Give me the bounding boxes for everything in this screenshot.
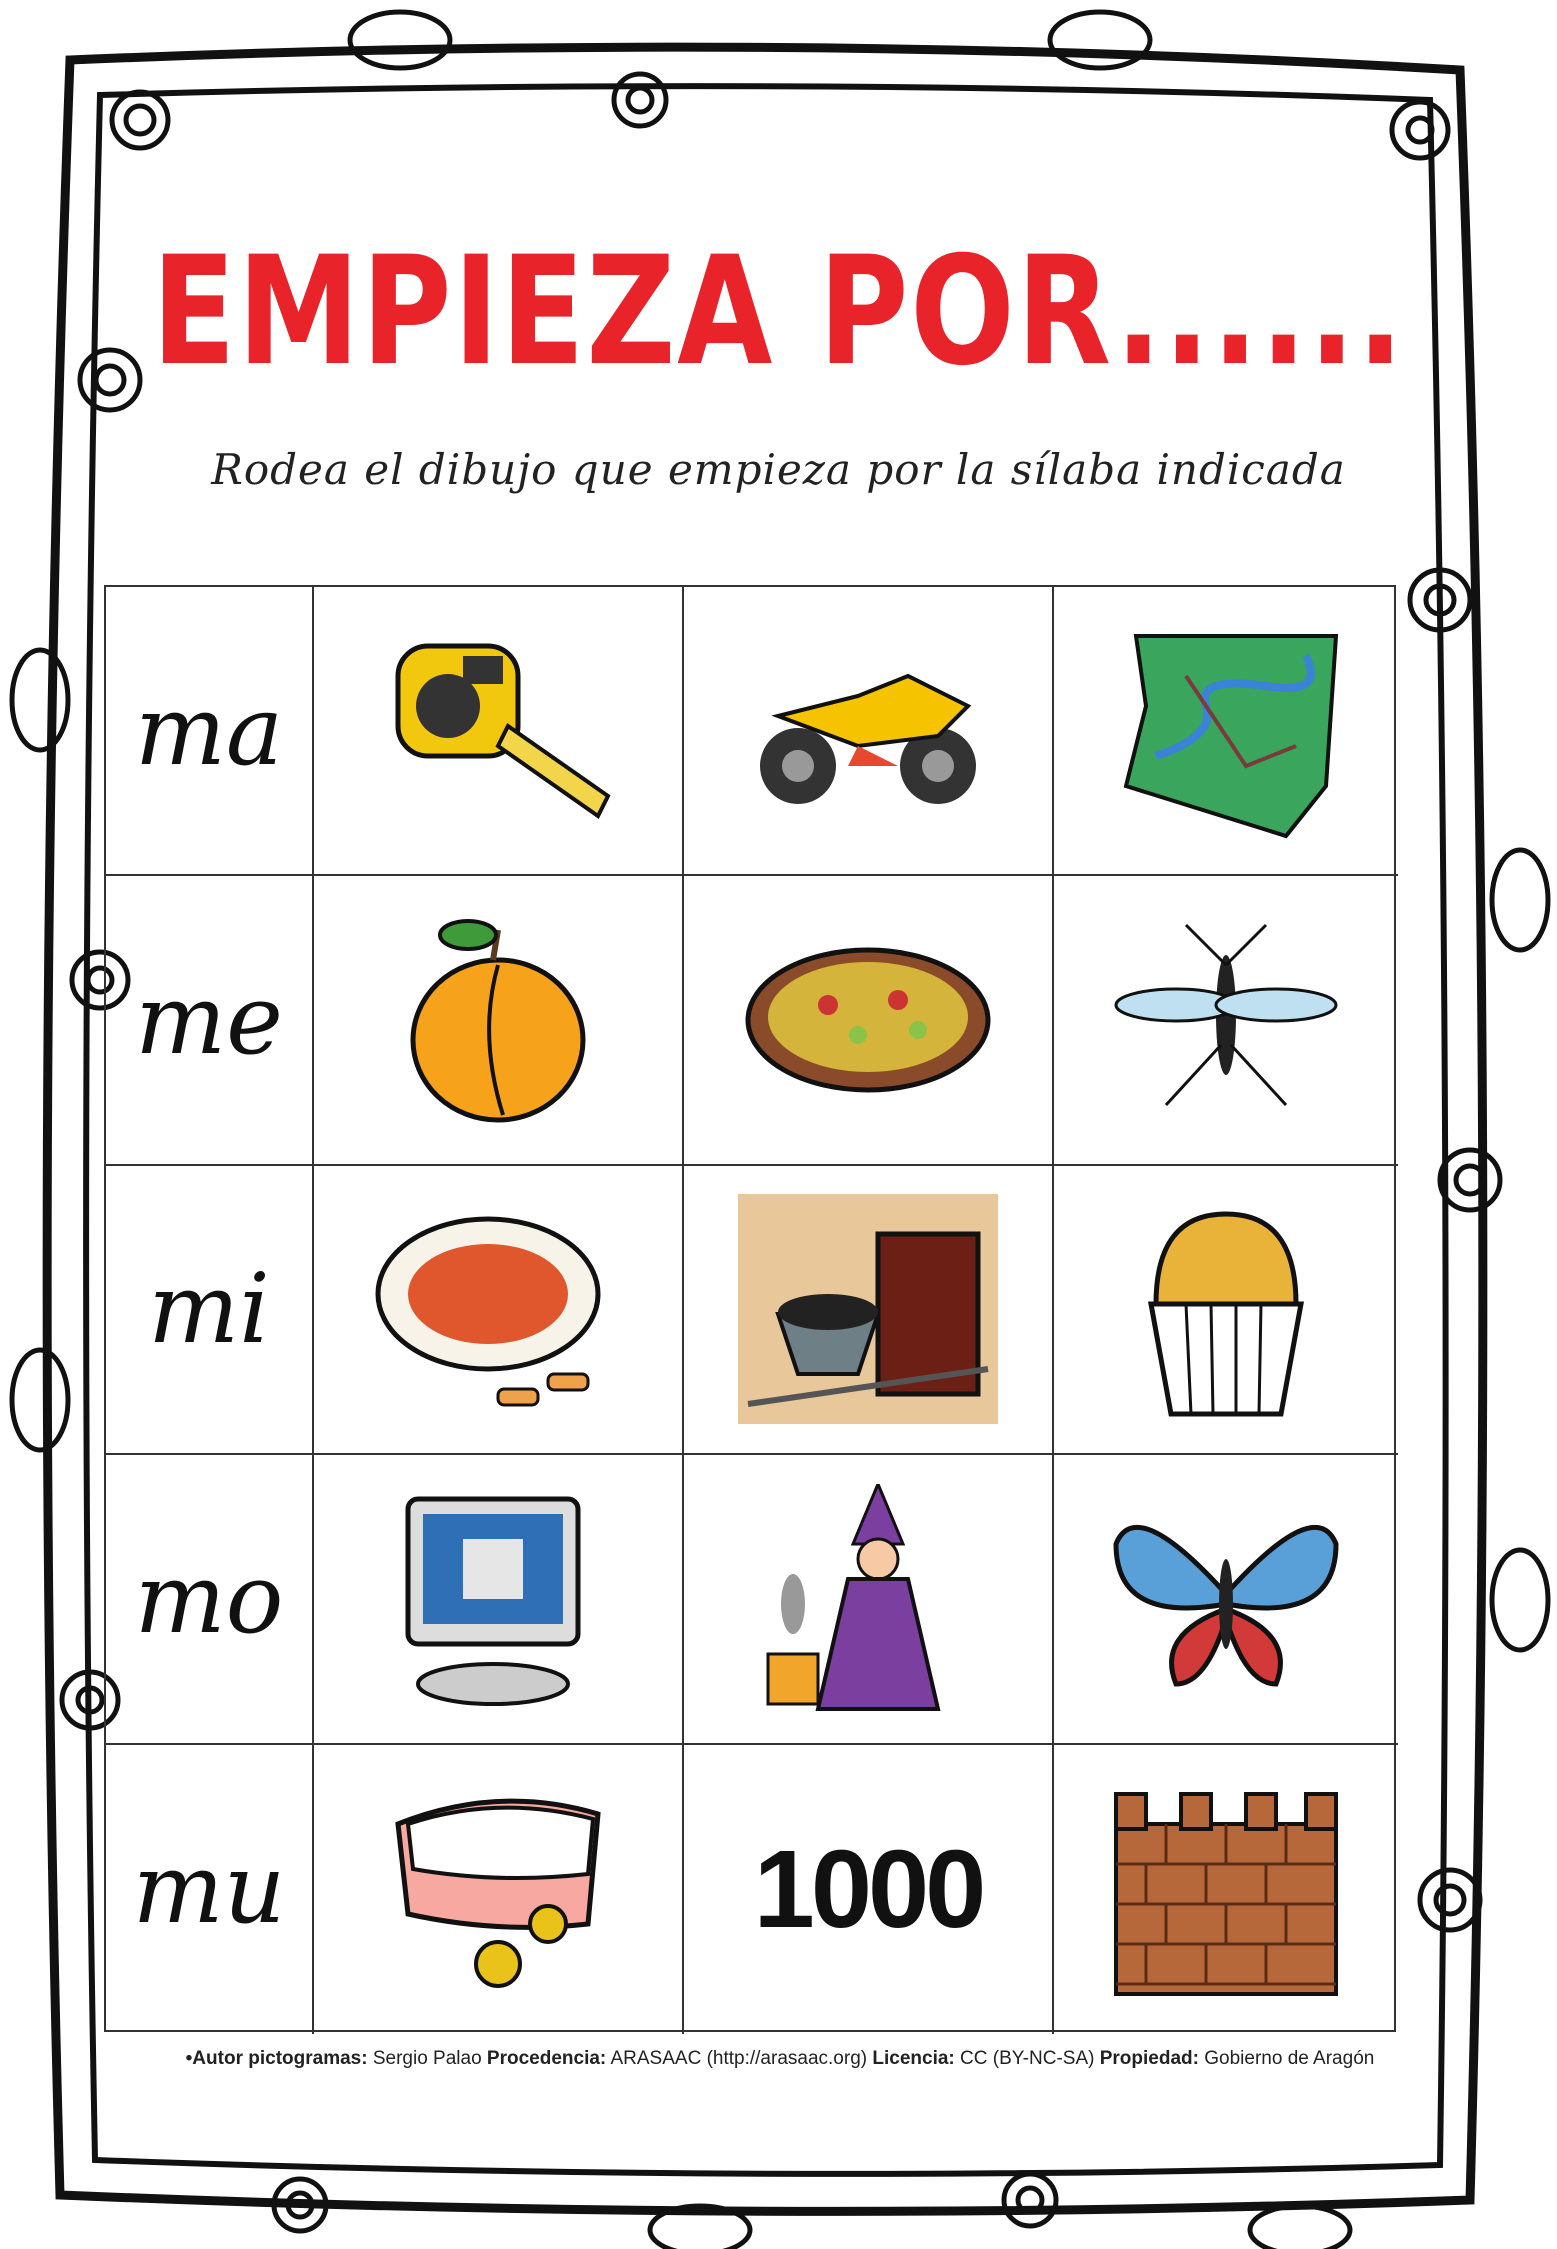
worksheet-grid [104, 585, 1396, 2032]
macaroni-icon [368, 1194, 628, 1424]
syllable-cell [106, 1455, 314, 1744]
tape-measure-icon [368, 616, 628, 846]
credits-license-label: Licencia: [872, 2048, 955, 2069]
syllable-label: mo [134, 1542, 284, 1655]
syllable-cell [106, 876, 314, 1165]
picture-cell[interactable] [314, 1745, 684, 2034]
purse-icon [368, 1774, 628, 2004]
number-1000: 1000 [753, 1827, 983, 1951]
syllable-label: me [135, 964, 283, 1077]
picture-cell[interactable] [314, 587, 684, 876]
picture-cell[interactable] [684, 876, 1054, 1165]
motorbike-icon [738, 616, 998, 846]
monitor-icon [368, 1484, 628, 1714]
instruction-text: Rodea el dibujo que empieza por la sílaba indicada [211, 445, 1346, 494]
syllable-cell [106, 1745, 314, 2034]
picture-cell[interactable] [684, 587, 1054, 876]
paella-icon [738, 905, 998, 1135]
peach-icon [368, 905, 628, 1135]
mine-icon [738, 1194, 998, 1424]
syllable-cell [106, 1166, 314, 1455]
picture-cell[interactable] [1054, 1455, 1398, 1744]
picture-cell[interactable] [684, 1455, 1054, 1744]
credits-source-label: Procedencia: [486, 2048, 607, 2069]
credits-line [140, 2048, 1420, 2070]
page-title: EMPIEZA POR...... [151, 225, 1406, 399]
credits-license: CC (BY-NC-SA) [960, 2048, 1095, 2069]
credits-author: Sergio Palao [372, 2048, 482, 2069]
butterfly-icon [1096, 1484, 1356, 1714]
picture-cell[interactable] [684, 1745, 1054, 2034]
map-icon [1096, 616, 1356, 846]
syllable-label: ma [134, 674, 284, 787]
credits-owner-label: Propiedad: [1099, 2048, 1199, 2069]
picture-cell[interactable] [314, 1455, 684, 1744]
magician-icon [738, 1484, 998, 1714]
picture-cell[interactable] [1054, 587, 1398, 876]
picture-cell[interactable] [1054, 1745, 1398, 2034]
picture-cell[interactable] [684, 1166, 1054, 1455]
syllable-label: mi [148, 1253, 270, 1366]
picture-cell[interactable] [1054, 1166, 1398, 1455]
syllable-label: mu [132, 1833, 286, 1946]
picture-cell[interactable] [1054, 876, 1398, 1165]
credits-author-label: •Autor pictogramas: [185, 2048, 368, 2069]
mosquito-icon [1096, 905, 1356, 1135]
syllable-cell [106, 587, 314, 876]
picture-cell[interactable] [314, 1166, 684, 1455]
muffin-icon [1096, 1194, 1356, 1424]
wall-icon [1096, 1774, 1356, 2004]
picture-cell[interactable] [314, 876, 684, 1165]
credits-source: ARASAAC (http://arasaac.org) [610, 2048, 868, 2069]
credits-owner: Gobierno de Aragón [1204, 2048, 1375, 2069]
